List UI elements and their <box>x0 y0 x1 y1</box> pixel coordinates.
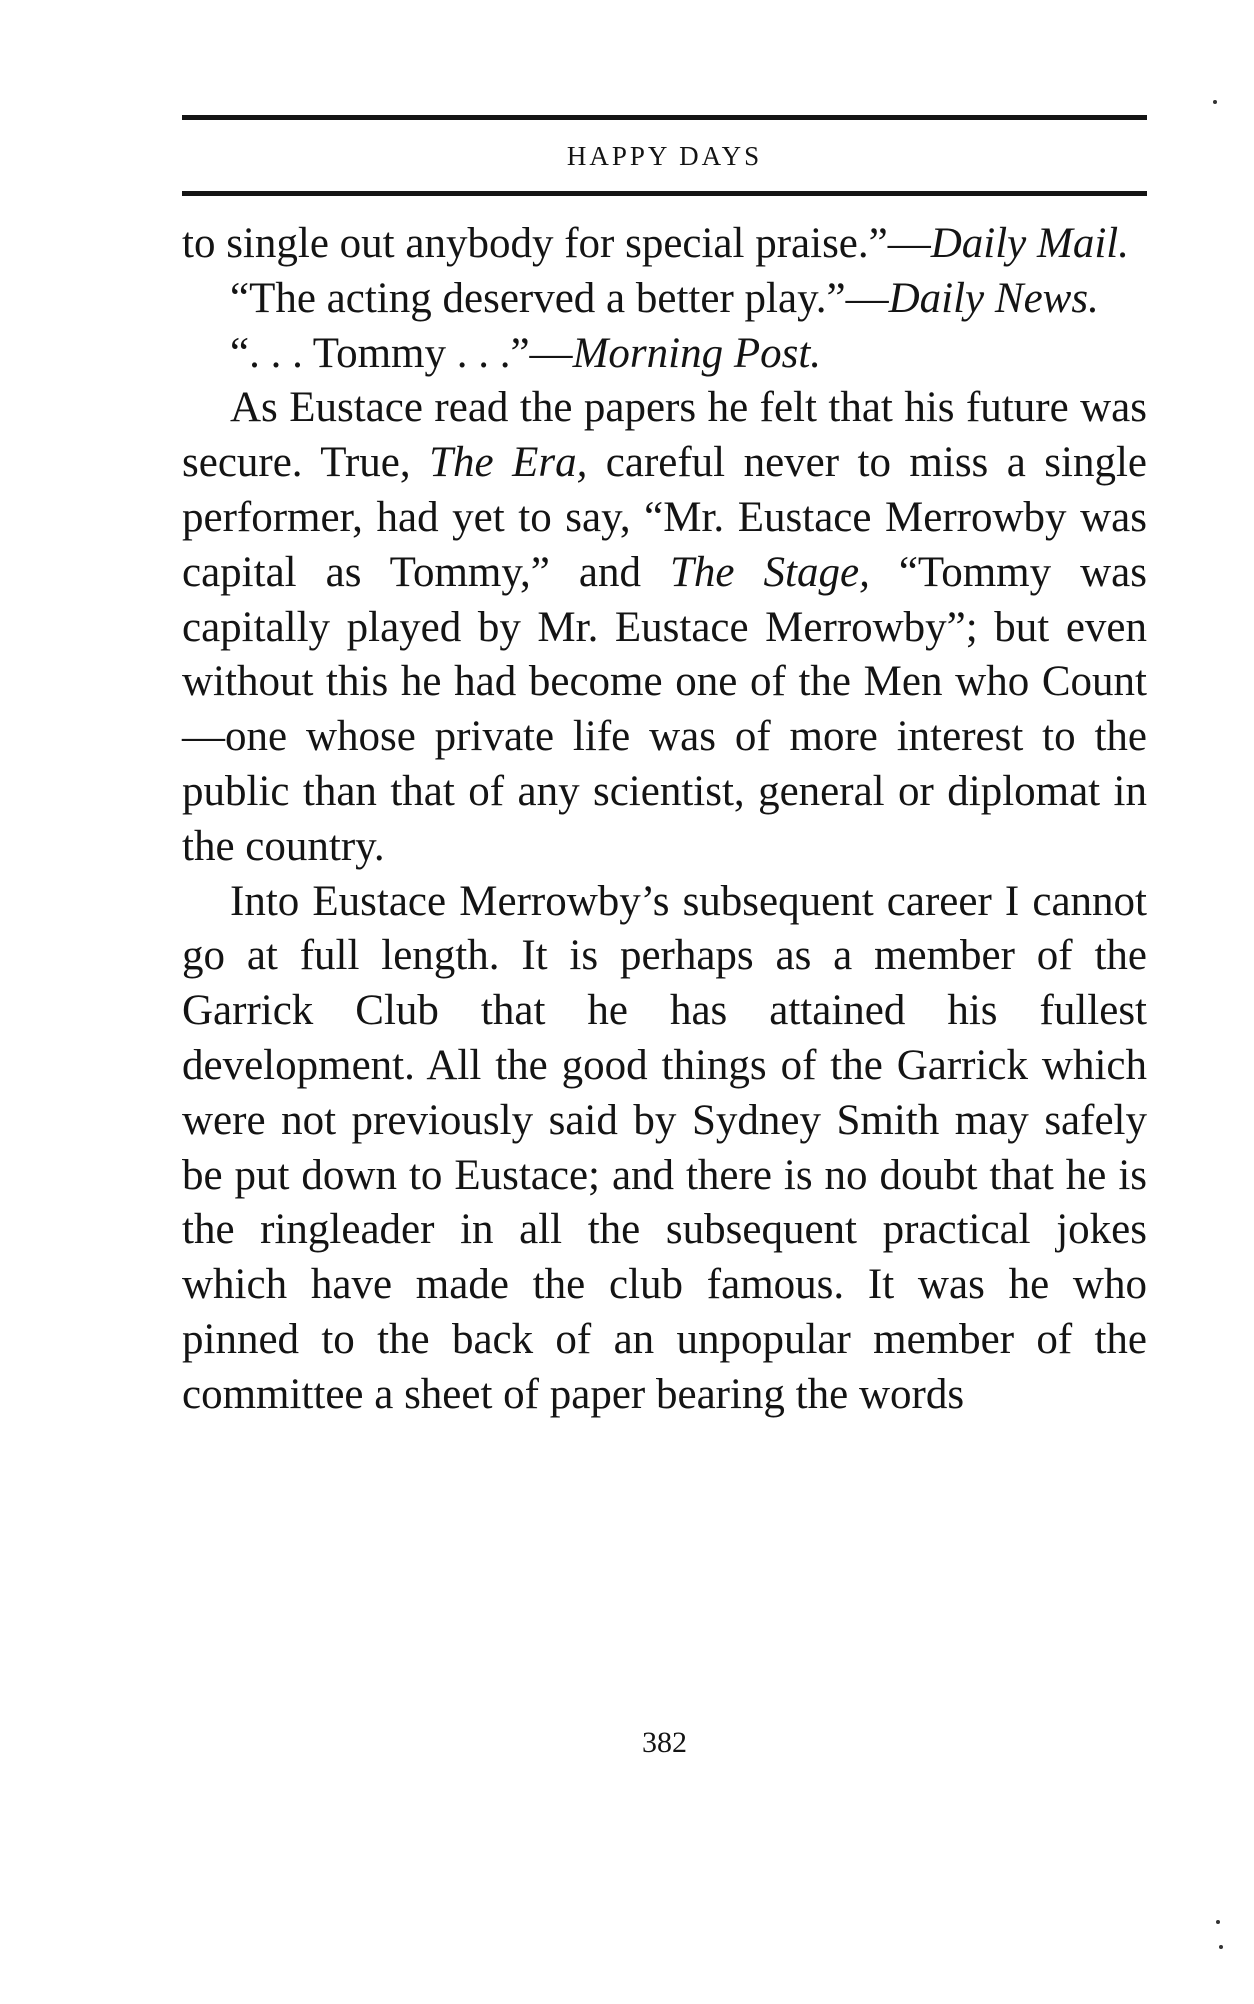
publication-title: The Stage, <box>670 548 870 596</box>
book-page <box>182 0 1147 2004</box>
paragraph-3 <box>182 327 1147 382</box>
quote-text: to single out anybody for special praise.”— <box>182 220 931 267</box>
paragraph-2 <box>182 272 1147 327</box>
scan-speck <box>1213 100 1217 104</box>
header-rule-top <box>182 115 1147 120</box>
publication-title: The Era, <box>429 439 588 487</box>
body-text <box>182 217 1147 1423</box>
quote-text: “. . . Tommy . . .”— <box>230 329 573 377</box>
scan-speck <box>1219 1945 1223 1949</box>
quote-source: Daily Mail. <box>930 220 1129 267</box>
paragraph-1 <box>182 217 1147 272</box>
quote-source: Daily News. <box>888 274 1099 322</box>
text-run: “Tommy was capitally played by Mr. Eustace Merrowby”; but even without this he had become one of the Men who Count—one whose private life was of more interest to the public than that of any scientist, general or diplomat in the country. <box>182 548 1147 870</box>
text-run: As Eustace read the papers he felt that his future was secure. True, <box>182 384 1147 487</box>
quote-text: “The acting deserved a better play.”— <box>230 274 889 322</box>
page-number: 382 <box>642 1726 687 1759</box>
text-run: Into Eustace Merrowby’s subsequent career I cannot go at full length. It is perhaps as a member of the Garrick Club that he has attained his fullest development. All the good things of the Garrick which were not previously said by Sydney Smith may safely be put down to Eustace; and there is no doubt that he is the ringleader in all the subsequent practical jokes which have made the club famous. It was he who pinned to the back of an unpopular member of the committee a sheet of paper bearing the words <box>182 877 1147 1418</box>
paragraph-4 <box>182 381 1147 874</box>
running-head: HAPPY DAYS <box>566 141 763 171</box>
header-rule-bottom <box>182 191 1147 196</box>
paragraph-5 <box>182 875 1147 1423</box>
text-run: careful never to miss a single performer, had yet to say, “Mr. Eustace Merrowby was capital as Tommy,” and <box>182 439 1147 596</box>
scan-speck <box>1216 1920 1220 1924</box>
quote-source: Morning Post. <box>572 329 822 377</box>
